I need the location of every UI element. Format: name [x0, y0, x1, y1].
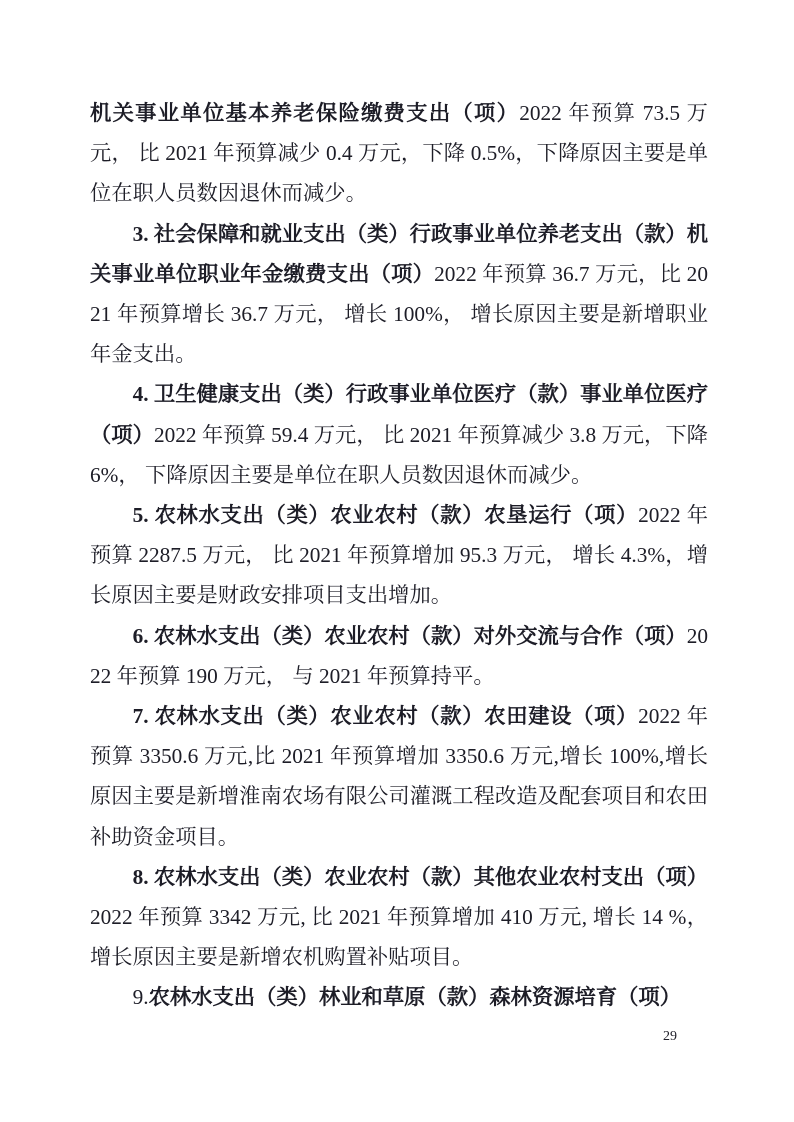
budget-item-heading: 6. 农林水支出（类）农业农村（款）对外交流与合作（项）: [132, 623, 687, 648]
budget-item-heading: 8. 农林水支出（类）农业农村（款）其他农业农村支出（项）: [132, 864, 708, 889]
paragraph: [90, 374, 708, 495]
paragraph: [90, 93, 708, 214]
budget-item-heading: 4. 卫生健康支出（类）行政事业单位医疗（款）事业单位医疗（项）: [90, 382, 708, 447]
budget-item-heading: 5. 农林水支出（类）农业农村（款）农垦运行（项）: [132, 503, 639, 528]
budget-item-detail: 2022 年预算 190 万元， 与 2021 年预算持平。: [90, 623, 708, 688]
budget-item-detail: 2022 年预算 73.5 万元， 比 2021 年预算减少 0.4 万元，下降 0.5%，下降原因主要是单位在职人员数因退休而减少。: [90, 101, 708, 206]
budget-item-heading: 机关事业单位基本养老保险缴费支出（项）: [90, 101, 520, 125]
paragraph: [90, 977, 708, 1017]
budget-item-heading: 农林水支出（类）林业和草原（款）森林资源培育（项）: [148, 985, 682, 1010]
budget-item-heading: 3. 社会保障和就业支出（类）行政事业单位养老支出（款）机关事业单位职业年金缴费支出（项）: [90, 221, 708, 286]
budget-item-detail: 2022 年预算 2287.5 万元， 比 2021 年预算增加 95.3 万元， 增长 4.3%，增长原因主要是财政安排项目支出增加。: [90, 503, 708, 608]
paragraph: [90, 696, 708, 857]
budget-item-detail: 9.: [132, 985, 149, 1010]
budget-item-detail: 2022 年预算 36.7 万元，比 2021 年预算增长 36.7 万元， 增长 100%， 增长原因主要是新增职业年金支出。: [90, 261, 708, 367]
budget-item-detail: 2022 年预算 59.4 万元， 比 2021 年预算减少 3.8 万元，下降 6%， 下降原因主要是单位在职人员数因退休而减少。: [90, 422, 708, 487]
paragraph: [90, 214, 708, 375]
budget-item-detail: 2022 年预算 3350.6 万元,比 2021 年预算增加 3350.6 万元,增长 100%,增长原因主要是新增淮南农场有限公司灌溉工程改造及配套项目和农田补助资金项目。: [90, 704, 708, 849]
page-number: 29: [663, 1029, 677, 1044]
paragraph: [90, 616, 708, 696]
paragraph: [90, 495, 708, 616]
paragraph: [90, 857, 708, 978]
budget-item-detail: 2022 年预算 3342 万元, 比 2021 年预算增加 410 万元, 增长 14 %，增长原因主要是新增农机购置补贴项目。: [90, 905, 708, 970]
document-body: [90, 93, 708, 1018]
budget-item-heading: 7. 农林水支出（类）农业农村（款）农田建设（项）: [132, 704, 639, 729]
